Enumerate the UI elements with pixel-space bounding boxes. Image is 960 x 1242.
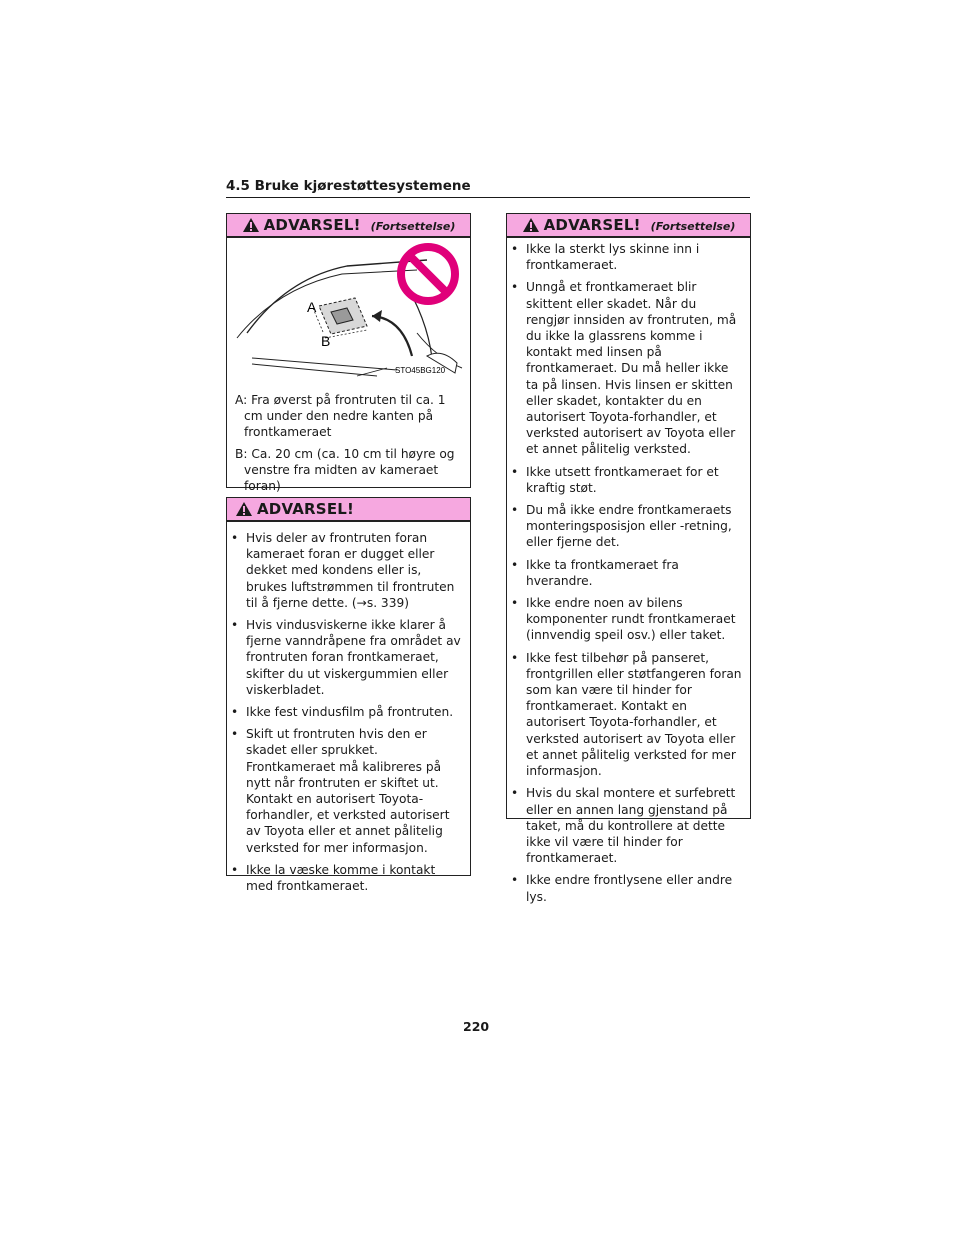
label-b: B <box>321 333 331 349</box>
warning-title: ADVARSEL! <box>263 216 361 234</box>
list-item: • Ikke la sterkt lys skinne inn i frontkameraet. <box>511 242 700 273</box>
warning-header <box>227 498 470 522</box>
warning-box-left <box>226 497 471 894</box>
warning-triangle-icon <box>242 217 260 233</box>
definition-b: B: Ca. 20 cm (ca. 10 cm til høyre og venstre fra midten av kameraet foran) <box>235 446 455 494</box>
list-item: • Hvis du skal montere et surfebrett eller en annen lang gjenstand på taket, må du kontrollere at dette ikke vil være til hinder for frontkameraet. <box>511 786 736 866</box>
list-item: • Ikke ta frontkameraet fra hverandre. <box>511 557 679 588</box>
warning-triangle-icon <box>522 217 540 233</box>
warning-list <box>229 530 462 894</box>
section-header: 4.5 Bruke kjørestøttesystemene <box>226 178 750 198</box>
warning-list <box>509 241 742 905</box>
label-a: A <box>307 299 317 315</box>
warning-header <box>507 214 750 238</box>
list-item: • Du må ikke endre frontkameraets monteringsposisjon eller -retning, eller fjerne det. <box>511 503 732 550</box>
warning-subtitle: (Fortsettelse) <box>650 220 736 233</box>
list-item: • Unngå et frontkameraet blir skittent eller skadet. Når du rengjør innsiden av frontruten, må du ikke la glassrens komme i kontakt med linsen på frontkameraet. Du må heller ikke ta på linsen. Hvis linsen er skitten eller skadet, kontakter du en autorisert Toyota-forhandler, et verksted autorisert av Toyota eller et annet pålitelig verksted. <box>511 280 737 457</box>
windshield-camera-illustration <box>227 238 468 384</box>
warning-title: ADVARSEL! <box>257 500 355 518</box>
warning-title: ADVARSEL! <box>543 216 641 234</box>
list-item: • Hvis vindusviskerne ikke klarer å fjerne vanndråpene fra området av frontruten foran frontkameraet, skifter du ut viskergummien eller viskerbladet. <box>231 618 461 697</box>
list-item: • Ikke la væske komme i kontakt med frontkameraet. <box>231 862 436 894</box>
image-code: STO45BG120 <box>395 366 446 375</box>
list-item: • Ikke utsett frontkameraet for et kraftig støt. <box>511 464 719 495</box>
warning-triangle-icon <box>235 501 253 517</box>
page-number: 220 <box>463 1019 490 1034</box>
warning-box-continued-left <box>226 213 471 494</box>
list-item: • Ikke fest tilbehør på panseret, frontgrillen eller støtfangeren foran som kan være til hinder for frontkameraet. Kontakt en autorisert Toyota-forhandler, et verksted autorisert av Toyota eller et annet pålitelig verksted for mer informasjon. <box>511 650 742 779</box>
definition-a: A: Fra øverst på frontruten til ca. 1 cm under den nedre kanten på frontkameraet <box>235 393 446 440</box>
list-item: • Ikke endre frontlysene eller andre lys. <box>511 873 733 904</box>
list-item: • Skift ut frontruten hvis den er skadet eller sprukket. Frontkameraet må kalibreres på nytt når frontruten er skiftet ut. Kontakt en autorisert Toyota-forhandler, et verksted autorisert av Toyota eller et annet pålitelig verksted for mer informasjon. <box>231 727 450 855</box>
warning-subtitle: (Fortsettelse) <box>370 220 456 233</box>
warning-box-continued-right <box>506 213 751 904</box>
list-item: • Hvis deler av frontruten foran kameraet foran er dugget eller dekket med kondens eller is, brukes luftstrømmen til frontruten til å fjerne dette. (→s. 339) <box>231 531 455 610</box>
list-item: • Ikke fest vindusfilm på frontruten. <box>231 705 454 720</box>
warning-header <box>227 214 470 238</box>
list-item: • Ikke endre noen av bilens komponenter rundt frontkameraet (innvendig speil osv.) eller taket. <box>511 596 736 643</box>
definition-list <box>227 384 470 494</box>
